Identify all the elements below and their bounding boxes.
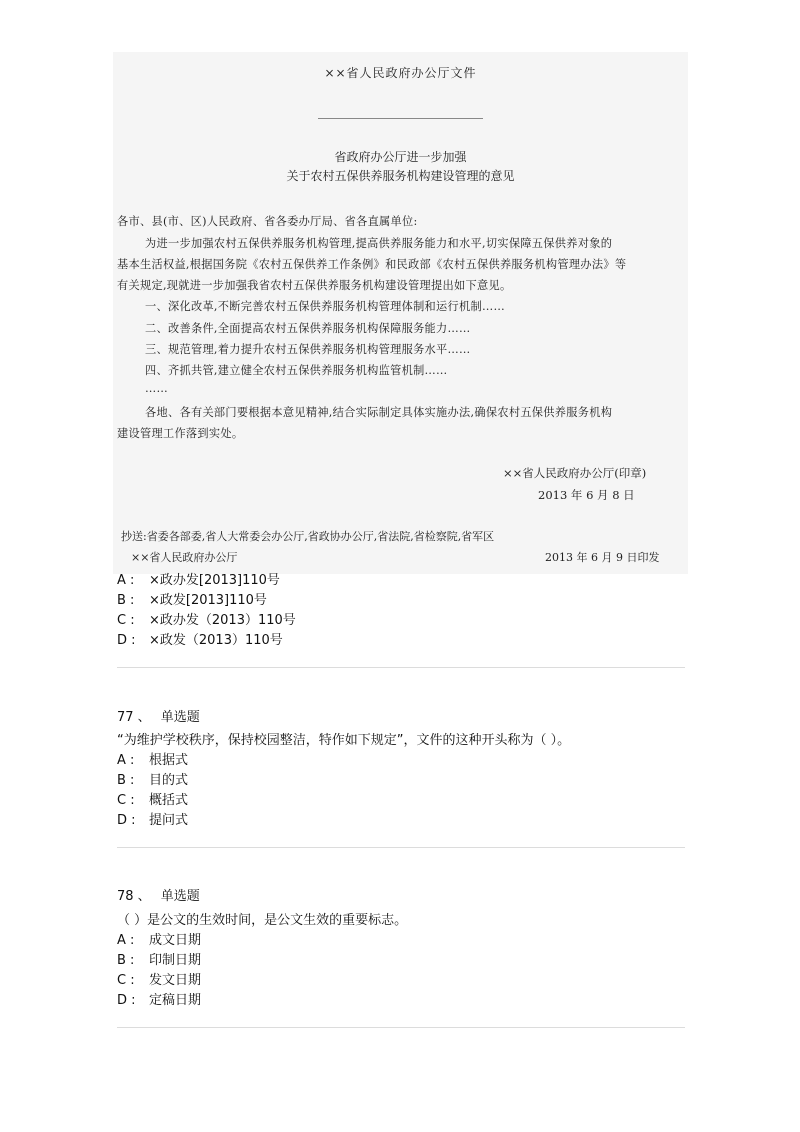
doc-issuer: ××省人民政府办公厅 bbox=[131, 551, 238, 564]
q78-text: （ ）是公文的生效时间，是公文生效的重要标志。 bbox=[117, 913, 408, 928]
option-letter: C : bbox=[117, 613, 135, 628]
q76-option-d[interactable] bbox=[117, 629, 283, 648]
question-divider bbox=[117, 667, 685, 668]
option-text: 目的式 bbox=[149, 773, 189, 788]
doc-body-line: 建设管理工作落到实处。 bbox=[117, 427, 244, 440]
doc-title-line2: 关于农村五保供养服务机构建设管理的意见 bbox=[286, 169, 515, 183]
doc-body-line: 一、深化改革,不断完善农村五保供养服务机构管理体制和运行机制…… bbox=[145, 300, 505, 313]
doc-print-date: 2013 年 6 月 9 日印发 bbox=[545, 551, 660, 564]
option-text: 根据式 bbox=[149, 753, 189, 768]
doc-body-line: …… bbox=[145, 382, 168, 395]
question-type: 单选题 bbox=[160, 710, 200, 725]
question-type: 单选题 bbox=[160, 889, 200, 904]
q77-header bbox=[117, 706, 200, 725]
option-text: 定稿日期 bbox=[149, 993, 202, 1008]
option-letter: B : bbox=[117, 773, 135, 788]
q77-option-a[interactable] bbox=[117, 749, 188, 768]
q78-option-c[interactable] bbox=[117, 969, 201, 988]
option-text: 印制日期 bbox=[149, 953, 202, 968]
option-letter: C : bbox=[117, 793, 135, 808]
doc-body-line: 三、规范管理,着力提升农村五保供养服务机构管理服务水平…… bbox=[145, 343, 471, 356]
q77-option-d[interactable] bbox=[117, 809, 188, 828]
doc-body-line: 有关规定,现就进一步加强我省农村五保供养服务机构建设管理提出如下意见。 bbox=[117, 279, 512, 292]
option-text: ×政办发（2013）110号 bbox=[149, 613, 296, 628]
option-text: ×政发（2013）110号 bbox=[149, 633, 283, 648]
option-text: ×政办发[2013]110号 bbox=[149, 573, 280, 588]
question-divider bbox=[117, 1027, 685, 1028]
option-letter: D : bbox=[117, 993, 136, 1008]
option-letter: D : bbox=[117, 633, 136, 648]
option-letter: A : bbox=[117, 933, 135, 948]
doc-body-line: 各市、县(市、区)人民政府、省各委办厅局、省各直属单位: bbox=[117, 215, 418, 228]
q77-option-c[interactable] bbox=[117, 789, 188, 808]
option-letter: B : bbox=[117, 953, 135, 968]
question-number: 78 、 bbox=[117, 889, 151, 904]
question-divider bbox=[117, 847, 685, 848]
option-letter: A : bbox=[117, 753, 135, 768]
doc-signature-org: ××省人民政府办公厅(印章) bbox=[503, 466, 647, 480]
doc-signature-date: 2013 年 6 月 8 日 bbox=[538, 488, 635, 502]
scanned-document-image bbox=[113, 52, 688, 574]
q76-option-a[interactable] bbox=[117, 569, 280, 588]
option-text: ×政发[2013]110号 bbox=[149, 593, 267, 608]
q76-option-b[interactable] bbox=[117, 589, 267, 608]
option-letter: C : bbox=[117, 973, 135, 988]
option-letter: A : bbox=[117, 573, 135, 588]
option-text: 概括式 bbox=[149, 793, 189, 808]
doc-cc-line: 抄送:省委各部委,省人大常委会办公厅,省政协办公厅,省法院,省检察院,省军区 bbox=[121, 530, 495, 543]
doc-body-line: 各地、各有关部门要根据本意见精神,结合实际制定具体实施办法,确保农村五保供养服务机构 bbox=[145, 406, 613, 419]
q78-option-a[interactable] bbox=[117, 929, 201, 948]
doc-body-line: 四、齐抓共管,建立健全农村五保供养服务机构监管机制…… bbox=[145, 364, 448, 377]
q77-text: “为维护学校秩序，保持校园整洁，特作如下规定”，文件的这种开头称为（ ）。 bbox=[117, 733, 571, 748]
q78-option-d[interactable] bbox=[117, 989, 201, 1008]
doc-body-line: 基本生活权益,根据国务院《农村五保供养工作条例》和民政部《农村五保供养服务机构管理办法》等 bbox=[117, 258, 627, 271]
q77-option-b[interactable] bbox=[117, 769, 188, 788]
option-text: 提问式 bbox=[149, 813, 189, 828]
option-letter: D : bbox=[117, 813, 136, 828]
option-text: 发文日期 bbox=[149, 973, 202, 988]
q78-option-b[interactable] bbox=[117, 949, 201, 968]
q76-option-c[interactable] bbox=[117, 609, 296, 628]
option-letter: B : bbox=[117, 593, 135, 608]
question-number: 77 、 bbox=[117, 710, 151, 725]
option-text: 成文日期 bbox=[149, 933, 202, 948]
doc-header-rule bbox=[318, 118, 483, 119]
doc-header: ××省人民政府办公厅文件 bbox=[324, 66, 477, 80]
q78-header bbox=[117, 885, 200, 904]
doc-title-line1: 省政府办公厅进一步加强 bbox=[334, 150, 467, 164]
doc-body-line: 为进一步加强农村五保供养服务机构管理,提高供养服务能力和水平,切实保障五保供养对象的 bbox=[145, 237, 613, 250]
doc-body-line: 二、改善条件,全面提高农村五保供养服务机构保障服务能力…… bbox=[145, 322, 471, 335]
